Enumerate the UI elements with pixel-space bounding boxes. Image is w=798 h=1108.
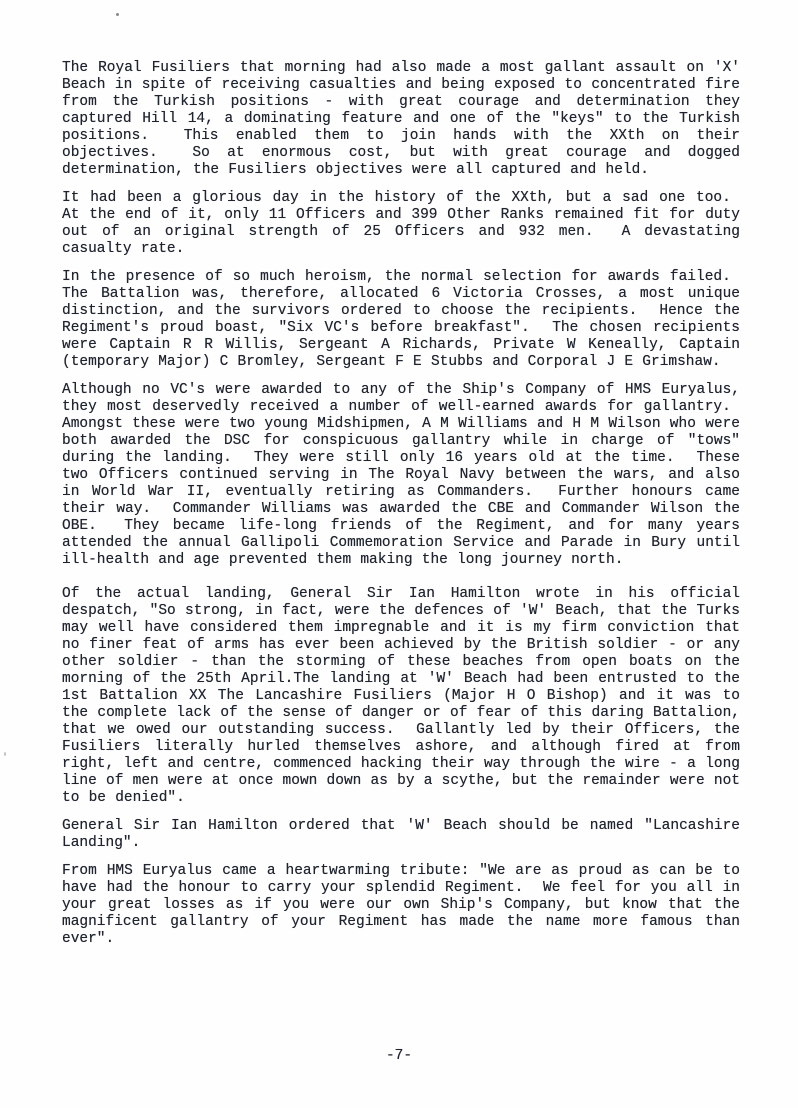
scan-speck <box>116 13 119 16</box>
paragraph-euryalus-tribute: From HMS Euryalus came a heartwarming tribute: "We are as proud as can be to have had the honour to carry your splendid Regiment. We feel for you all in your great losses as if you were our own Ship's Company, but know that the magnificent gallantry of your Regiment has made the name more famous than ever". <box>62 863 740 947</box>
paragraph-victoria-crosses: In the presence of so much heroism, the normal selection for awards failed. The Battalion was, therefore, allocated 6 Victoria Crosses, a most unique distinction, and the survivors ordered to choose the recipients. Hence the Regiment's proud boast, "Six VC's before breakfast". The chosen recipients were Captain R R Willis, Sergeant A Richards, Private W Keneally, Captain (temporary Major) C Bromley, Sergeant F E Stubbs and Corporal J E Grimshaw. <box>62 269 740 370</box>
paragraph-hamilton-despatch: Of the actual landing, General Sir Ian Hamilton wrote in his official despatch, "So strong, in fact, were the defences of 'W' Beach, that the Turks may well have considered them impregnable and it is my firm conviction that no finer feat of arms has ever been achieved by the British soldier - or any other soldier - than the storming of these beaches from open boats on the morning of the 25th April.The landing at 'W' Beach had been entrusted to the 1st Battalion XX The Lancashire Fusiliers (Major H O Bishop) and it was to the complete lack of the sense of danger or of fear of this daring Battalion, that we owed our outstanding success. Gallantly led by their Officers, the Fusiliers literally hurled themselves ashore, and although fired at from right, left and centre, commenced hacking their way through the wire - a long line of men were at once mown down as by a scythe, but the remainder were not to be denied". <box>62 586 741 806</box>
page-number: -7- <box>385 1048 413 1064</box>
scan-speck <box>4 752 6 756</box>
page-body <box>62 60 740 959</box>
paragraph-glorious-day-casualties: It had been a glorious day in the history of the XXth, but a sad one too. At the end of it, only 11 Officers and 399 Other Ranks remained fit for duty out of an original strength of 25 Officers and 932 men. A devastating casualty rate. <box>62 190 740 257</box>
paragraph-lancashire-landing: General Sir Ian Hamilton ordered that 'W' Beach should be named "Lancashire Landing". <box>62 818 740 851</box>
paragraph-hms-euryalus-awards: Although no VC's were awarded to any of the Ship's Company of HMS Euryalus, they most deservedly received a number of well-earned awards for gallantry. Amongst these were two young Midshipmen, A M Williams and H M Wilson who were both awarded the DSC for conspicuous gallantry while in charge of "tows" during the landing. They were still only 16 years old at the time. These two Officers continued serving in The Royal Navy between the wars, and also in World War II, eventually retiring as Commanders. Further honours came their way. Commander Williams was awarded the CBE and Commander Wilson the OBE. They became life-long friends of the Regiment, and for many years attended the annual Gallipoli Commemoration Service and Parade in Bury until ill-health and age prevented them making the long journey north. <box>62 382 740 568</box>
paragraph-royal-fusiliers-assault: The Royal Fusiliers that morning had also made a most gallant assault on 'X' Beach in spite of receiving casualties and being exposed to concentrated fire from the Turkish positions - with great courage and determination they captured Hill 14, a dominating feature and one of the "keys" to the Turkish positions. This enabled them to join hands with the XXth on their objectives. So at enormous cost, but with great courage and dogged determination, the Fusiliers objectives were all captured and held. <box>62 60 740 178</box>
